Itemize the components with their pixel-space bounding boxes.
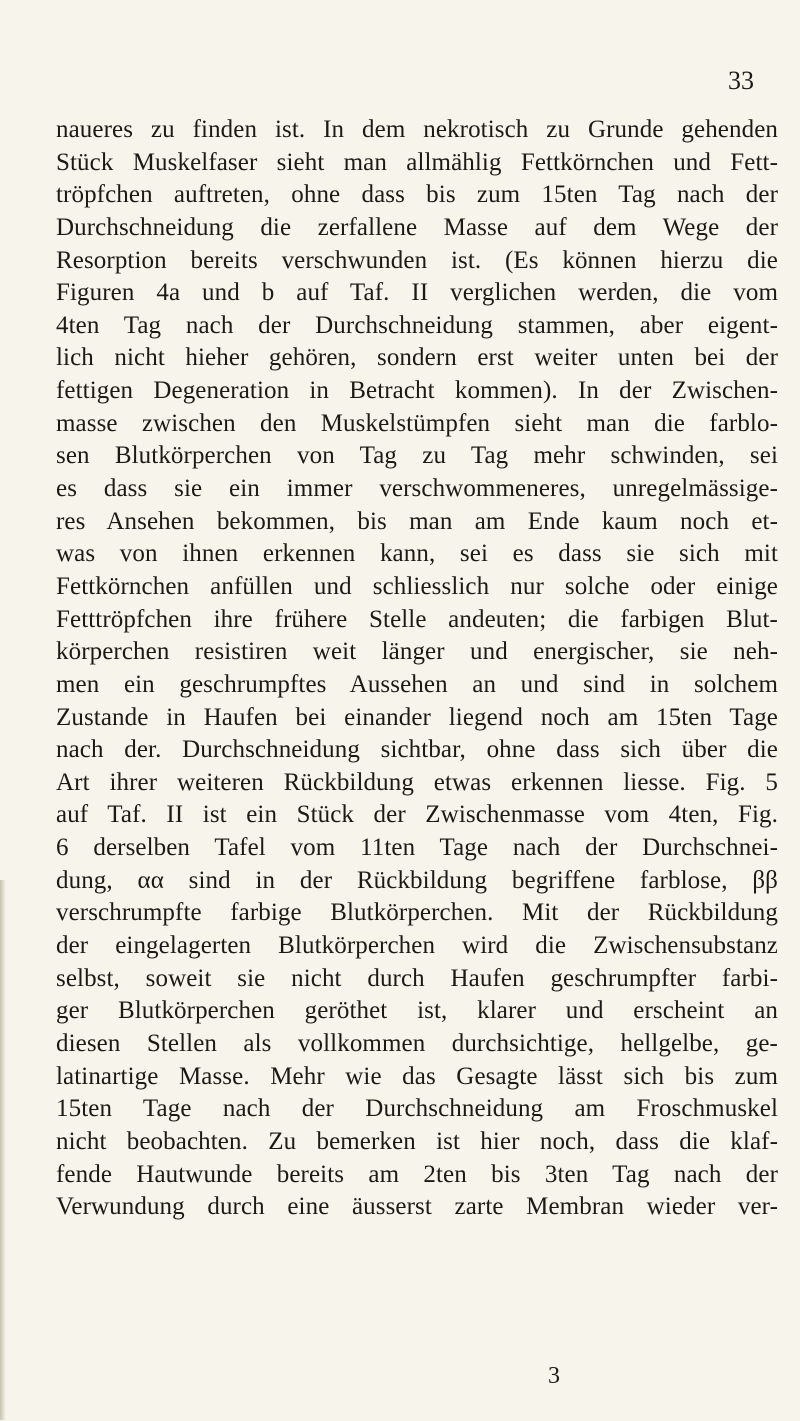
signature-mark: 3 <box>548 1363 560 1389</box>
text-line: 4ten Tag nach der Durchschneidung stammen, aber eigent- <box>56 311 778 339</box>
text-line: körperchen resistiren weit länger und energischer, sie neh- <box>56 638 778 666</box>
text-line: sen Blutkörperchen von Tag zu Tag mehr schwinden, sei <box>56 442 778 470</box>
text-line: selbst, soweit sie nicht durch Haufen geschrumpfter farbi- <box>56 964 778 992</box>
text-line: latinartige Masse. Mehr wie das Gesagte lässt sich bis zum <box>56 1062 778 1090</box>
text-line: tröpfchen auftreten, ohne dass bis zum 15ten Tag nach der <box>56 181 778 209</box>
text-line: nach der. Durchschneidung sichtbar, ohne dass sich über die <box>56 736 778 764</box>
text-line: Resorption bereits verschwunden ist. (Es können hierzu die <box>56 246 778 274</box>
text-line: Verwundung durch eine äusserst zarte Membran wieder ver- <box>56 1193 778 1221</box>
page-number: 33 <box>728 66 754 95</box>
text-line: verschrumpfte farbige Blutkörperchen. Mit der Rückbildung <box>56 899 778 927</box>
text-line: auf Taf. II ist ein Stück der Zwischenmasse vom 4ten, Fig. <box>56 801 778 829</box>
text-line: diesen Stellen als vollkommen durchsichtige, hellgelbe, ge- <box>56 1029 778 1057</box>
text-line: dung, αα sind in der Rückbildung begriffene farblose, ββ <box>56 866 778 894</box>
text-line: Durchschneidung die zerfallene Masse auf dem Wege der <box>56 213 778 241</box>
text-line: Fetttröpfchen ihre frühere Stelle andeuten; die farbigen Blut- <box>56 605 778 633</box>
text-line: naueres zu finden ist. In dem nekrotisch zu Grunde gehenden <box>56 116 778 143</box>
body-text <box>56 114 778 1224</box>
text-line: lich nicht hieher gehören, sondern erst weiter unten bei der <box>56 344 778 372</box>
text-line: Zustande in Haufen bei einander liegend noch am 15ten Tage <box>56 703 778 731</box>
text-line: Figuren 4a und b auf Taf. II verglichen werden, die vom <box>56 279 778 307</box>
text-line: ger Blutkörperchen geröthet ist, klarer und erscheint an <box>56 997 778 1025</box>
text-line: fende Hautwunde bereits am 2ten bis 3ten Tag nach der <box>56 1160 778 1188</box>
page-edge-shadow <box>0 880 6 1420</box>
text-line: es dass sie ein immer verschwommeneres, unregelmässige- <box>56 475 778 503</box>
text-line: nicht beobachten. Zu bemerken ist hier noch, dass die klaf- <box>56 1127 778 1155</box>
text-line: der eingelagerten Blutkörperchen wird die Zwischensubstanz <box>56 932 778 960</box>
text-line: Fettkörnchen anfüllen und schliesslich nur solche oder einige <box>56 572 778 600</box>
text-line: res Ansehen bekommen, bis man am Ende kaum noch et- <box>56 507 778 535</box>
text-line: 6 derselben Tafel vom 11ten Tage nach der Durchschnei- <box>56 834 778 862</box>
text-line: 15ten Tage nach der Durchschneidung am Froschmuskel <box>56 1095 778 1123</box>
text-line: fettigen Degeneration in Betracht kommen). In der Zwischen- <box>56 377 778 405</box>
text-line: Stück Muskelfaser sieht man allmählig Fettkörnchen und Fett- <box>56 148 778 176</box>
text-line: was von ihnen erkennen kann, sei es dass sie sich mit <box>56 540 778 568</box>
text-line: Art ihrer weiteren Rückbildung etwas erkennen liesse. Fig. 5 <box>56 768 778 796</box>
text-line: masse zwischen den Muskelstümpfen sieht man die farblo- <box>56 409 778 437</box>
text-line: men ein geschrumpftes Aussehen an und sind in solchem <box>56 670 778 698</box>
